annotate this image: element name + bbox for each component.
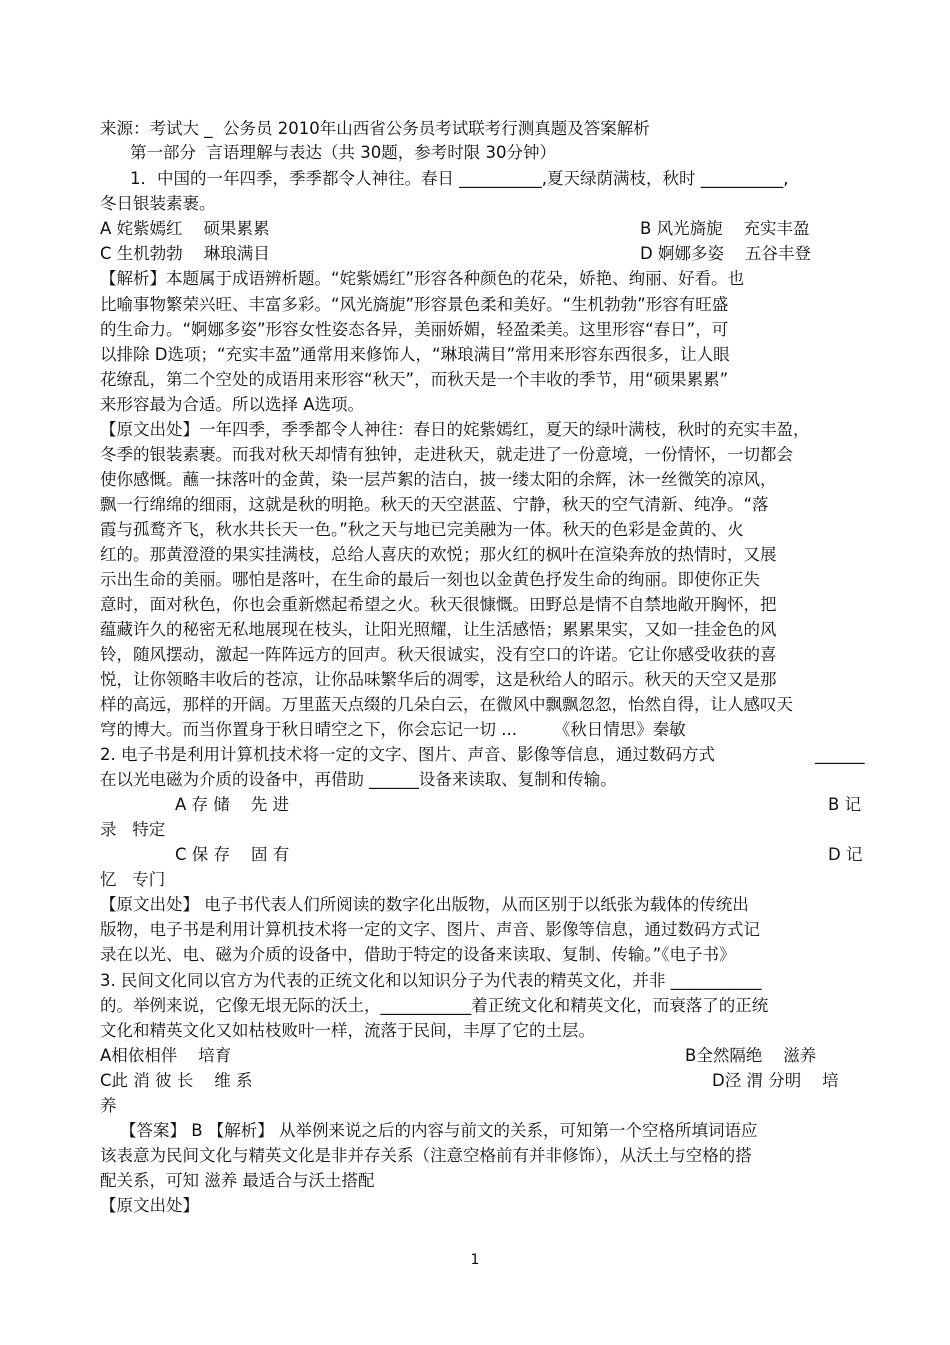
section-heading: 第一部分 言语理解与表达（共 30题，参考时限 30分钟） [130, 143, 556, 162]
question-3: 3. 民间文化同以官方为代表的正统文化和以知识分子为代表的精英文化，并非 ___________ [100, 971, 762, 990]
text-line: 养 [100, 1096, 117, 1115]
option-c: C此 消 彼 长 维 系 [100, 1071, 253, 1090]
text-line: 在以光电磁为介质的设备中，再借助 ______设备来读取、复制和传输。 [100, 770, 617, 789]
source-text-line: 意时，面对秋色，你也会重新燃起希望之火。秋天很慷慨。田野总是情不自禁地敞开胸怀，把 [100, 595, 777, 614]
text-line: 的。举例来说，它像无垠无际的沃土，___________着正统文化和精英文化，而衰落了的正统 [100, 996, 769, 1015]
option-d: D泾 渭 分明 培 [712, 1071, 839, 1090]
text-line: 文化和精英文化又如枯枝败叶一样，流落于民间，丰厚了它的土层。 [100, 1021, 595, 1040]
analysis-line: 来形容最为合适。所以选择 A选项。 [100, 395, 365, 414]
option-c: C 保 存 固 有 [175, 845, 290, 864]
option-c: C 生机勃勃 琳琅满目 [100, 244, 270, 263]
source-text-line: 录在以光、电、磁为介质的设备中，借助于特定的设备来读取、复制、传输。”《电子书》 [100, 945, 736, 964]
option-b: B全然隔绝 滋养 [685, 1046, 817, 1065]
page-number: 1 [470, 1252, 480, 1268]
blank: ______ [815, 745, 865, 764]
source-text-line: 悦，让你领略丰收后的苍凉，让你品味繁华后的凋零，这是秋给人的昭示。秋天的天空又是那 [100, 670, 777, 689]
analysis-line: 【解析】本题属于成语辨析题。“姹紫嫣红”形容各种颜色的花朵，娇艳、绚丽、好看。也 [100, 269, 745, 288]
option-a: A相依相伴 培育 [100, 1046, 232, 1065]
question-2: 2. 电子书是利用计算机技术将一定的文字、图片、声音、影像等信息，通过数码方式 [100, 745, 715, 764]
source-text-line: 版物，电子书是利用计算机技术将一定的文字、图片、声音、影像等信息，通过数码方式记 [100, 920, 760, 939]
analysis-line: 以排除 D选项；“充实丰盈”通常用来修饰人，“琳琅满目”常用来形容东西很多，让人眼 [100, 345, 730, 364]
analysis-line: 的生命力。“婀娜多姿”形容女性姿态各异，美丽娇媚，轻盈柔美。这里形容“春日”，可 [100, 320, 729, 339]
source-text-line: 飘一行绵绵的细雨，这就是秋的明艳。秋天的天空湛蓝、宁静，秋天的空气清新、纯净。“落 [100, 495, 769, 514]
text-line: 录 特定 [100, 820, 166, 839]
answer-line: 该表意为民间文化与精英文化是非并存关系（注意空格前有并非修饰），从沃土与空格的搭 [100, 1146, 752, 1165]
source-line: 来源：考试大 _ 公务员 2010年山西省公务员考试联考行测真题及答案解析 [100, 119, 650, 138]
option-b: B 风光旖旎 充实丰盈 [640, 219, 810, 238]
source-text-line: 穹的博大。而当你置身于秋日晴空之下，你会忘记一切 ... 《秋日情思》秦敏 [100, 720, 686, 739]
option-a: A 姹紫嫣红 硕果累累 [100, 219, 270, 238]
source-text-line: 样的高远，那样的开阔。万里蓝天点缀的几朵白云，在微风中飘飘忽忽，怡然自得，让人感叹天 [100, 695, 793, 714]
option-d: D 记 [828, 845, 863, 864]
option-a: A 存 储 先 进 [175, 795, 290, 814]
text-line: 冬日银装素裹。 [100, 194, 216, 213]
source-text-line: 红的。那黄澄澄的果实挂满枝，总给人喜庆的欢悦；那火红的枫叶在渲染奔放的热情时，又展 [100, 545, 777, 564]
analysis-line: 花缭乱，第二个空处的成语用来形容“秋天”，而秋天是一个丰收的季节，用“硕果累累” [100, 370, 729, 389]
source-text-line: 【原文出处】一年四季，季季都令人神往：春日的姹紫嫣红，夏天的绿叶满枝，秋时的充实丰盈， [100, 420, 810, 439]
source-text-line: 示出生命的美丽。哪怕是落叶，在生命的最后一刻也以金黄色抒发生命的绚丽。即使你正失 [100, 570, 760, 589]
analysis-line: 比喻事物繁荣兴旺、丰富多彩。“风光旖旎”形容景色柔和美好。“生机勃勃”形容有旺盛 [100, 295, 729, 314]
source-text-line: 霞与孤鹜齐飞，秋水共长天一色。”秋之天与地已完美融为一体。秋天的色彩是金黄的、火 [100, 520, 744, 539]
source-text-line: 使你感慨。蘸一抹落叶的金黄，染一层芦絮的洁白，披一缕太阳的余辉，沐一丝微笑的凉风， [100, 470, 777, 489]
answer-line: 【答案】 B 【解析】 从举例来说之后的内容与前文的关系，可知第一个空格所填词语应 [120, 1121, 758, 1140]
source-text-line: 冬季的银装素裹。而我对秋天却情有独钟，走进秋天，就走进了一份意境，一份情怀，一切都会 [100, 445, 793, 464]
question-1: 1．中国的一年四季，季季都令人神往。春日 __________,夏天绿荫满枝，秋时 __________, [130, 169, 789, 188]
text-line: 忆 专门 [100, 870, 166, 889]
source-text-line: 蕴藏许久的秘密无私地展现在枝头，让阳光照耀，让生活感悟；累累果实，又如一挂金色的风 [100, 620, 777, 639]
source-text-line: 【原文出处】 电子书代表人们所阅读的数字化出版物，从而区别于以纸张为载体的传统出 [100, 895, 749, 914]
source-text-line: 铃，随风摆动，激起一阵阵远方的回声。秋天很诚实，没有空口的许诺。它让你感受收获的喜 [100, 645, 777, 664]
option-d: D 婀娜多姿 五谷丰登 [640, 244, 811, 263]
option-b: B 记 [828, 795, 862, 814]
answer-line: 配关系，可知 滋养 最适合与沃土搭配 [100, 1171, 375, 1190]
source-label: 【原文出处】 [100, 1196, 199, 1215]
